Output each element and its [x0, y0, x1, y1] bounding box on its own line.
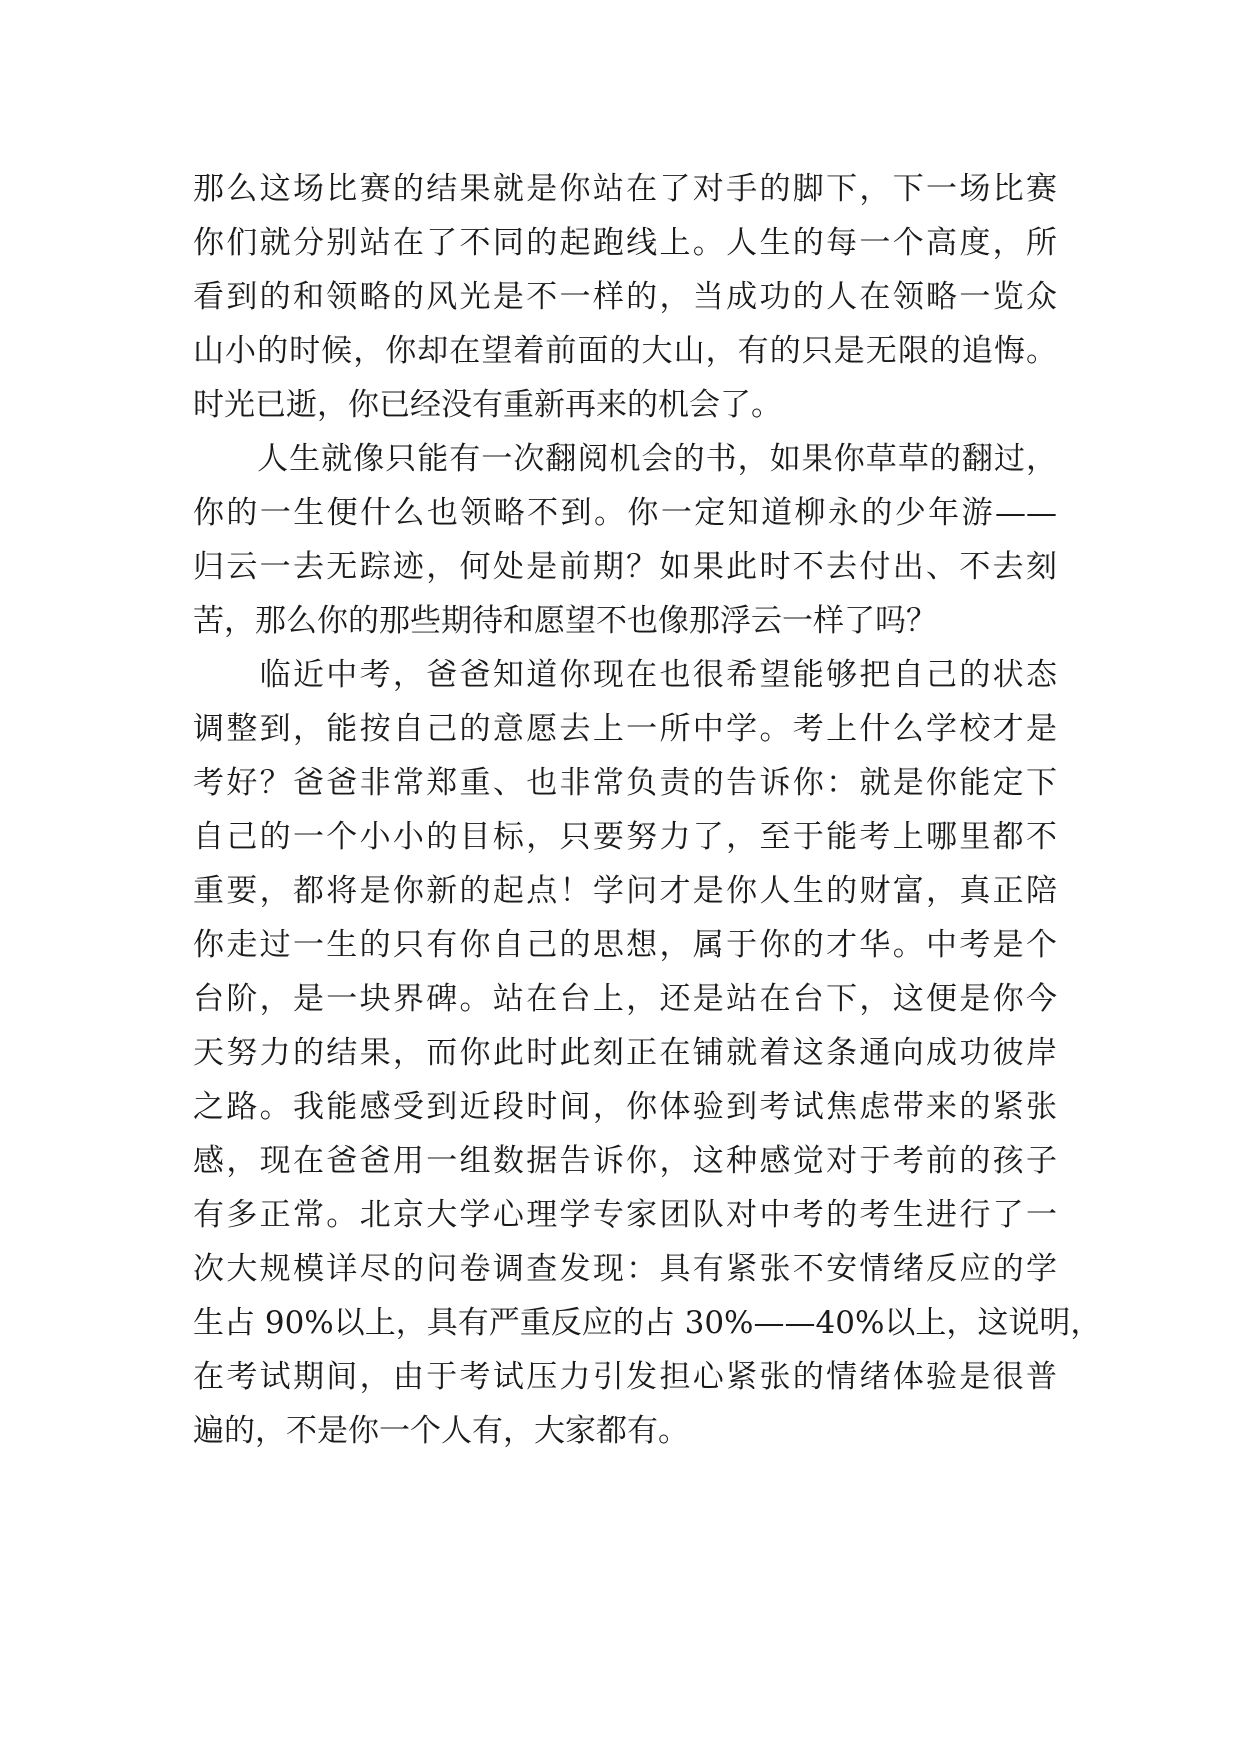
text-line: 你走过一生的只有你自己的思想，属于你的才华。中考是个	[193, 927, 1057, 963]
text-line: 天努力的结果，而你此时此刻正在铺就着这条通向成功彼岸	[193, 1035, 1057, 1071]
text-line: 有多正常。北京大学心理学专家团队对中考的考生进行了一	[193, 1197, 1057, 1233]
text-line: 你的一生便什么也领略不到。你一定知道柳永的少年游——	[193, 495, 1057, 531]
text-line: 重要，都将是你新的起点！学问才是你人生的财富，真正陪	[193, 873, 1057, 909]
text-line: 次大规模详尽的问卷调查发现：具有紧张不安情绪反应的学	[193, 1251, 1057, 1287]
text-line: 临近中考，爸爸知道你现在也很希望能够把自己的状态	[193, 657, 1057, 693]
text-line: 人生就像只能有一次翻阅机会的书，如果你草草的翻过，	[193, 441, 1057, 477]
text-line: 台阶，是一块界碑。站在台上，还是站在台下，这便是你今	[193, 981, 1057, 1017]
text-line: 归云一去无踪迹，何处是前期？如果此时不去付出、不去刻	[193, 549, 1057, 585]
text-line: 看到的和领略的风光是不一样的，当成功的人在领略一览众	[193, 279, 1057, 315]
text-line: 那么这场比赛的结果就是你站在了对手的脚下，下一场比赛	[193, 171, 1057, 207]
document-body	[193, 162, 1102, 1458]
text-line: 你们就分别站在了不同的起跑线上。人生的每一个高度，所	[193, 225, 1057, 261]
text-line: 之路。我能感受到近段时间，你体验到考试焦虑带来的紧张	[193, 1089, 1057, 1125]
text-line: 调整到，能按自己的意愿去上一所中学。考上什么学校才是	[193, 711, 1057, 747]
text-line: 考好？爸爸非常郑重、也非常负责的告诉你：就是你能定下	[193, 765, 1057, 801]
text-line: 遍的，不是你一个人有，大家都有。	[193, 1413, 689, 1449]
text-line: 生占 90%以上，具有严重反应的占 30%——40%以上，这说明，	[193, 1305, 1102, 1341]
text-line: 在考试期间，由于考试压力引发担心紧张的情绪体验是很普	[193, 1359, 1057, 1395]
text-line: 时光已逝，你已经没有重新再来的机会了。	[193, 387, 782, 423]
text-line: 感，现在爸爸用一组数据告诉你，这种感觉对于考前的孩子	[193, 1143, 1057, 1179]
text-line: 山小的时候，你却在望着前面的大山，有的只是无限的追悔。	[193, 333, 1057, 369]
text-line: 自己的一个小小的目标，只要努力了，至于能考上哪里都不	[193, 819, 1057, 855]
text-line: 苦，那么你的那些期待和愿望不也像那浮云一样了吗？	[193, 603, 937, 639]
